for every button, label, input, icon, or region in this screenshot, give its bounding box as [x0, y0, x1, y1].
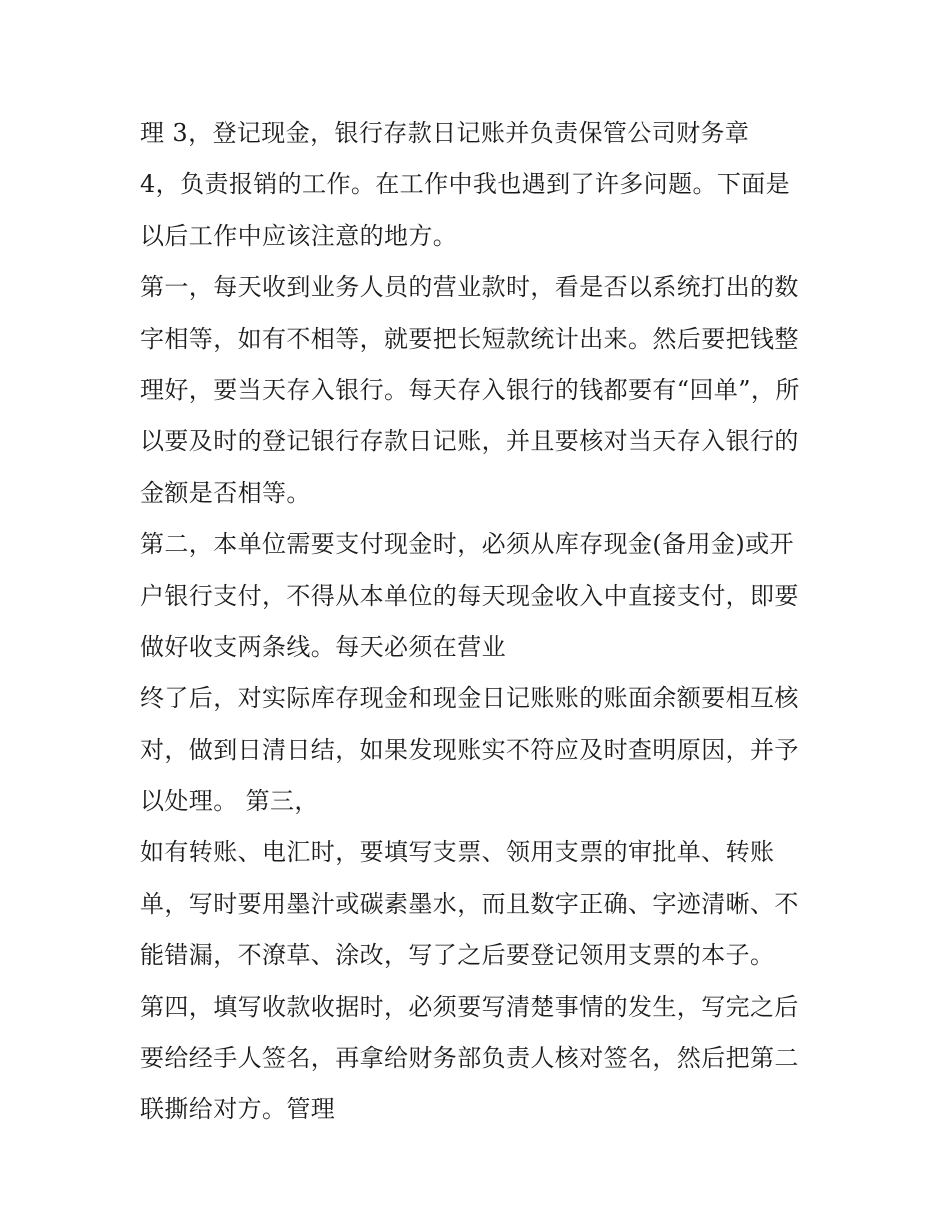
text-line: 4，负责报销的工作。在工作中我也遇到了许多问题。下面是 — [140, 170, 791, 199]
text-line: 以后工作中应该注意的地方。 — [140, 221, 458, 250]
text-line: 对，做到日清日结，如果发现账实不符应及时查明原因，并予 — [140, 735, 799, 764]
body-text — [140, 108, 830, 1136]
text-line: 以要及时的登记银行存款日记账，并且要核对当天存入银行的 — [140, 427, 799, 456]
text-line: 第二，本单位需要支付现金时，必须从库存现金(备用金)或开 — [140, 530, 794, 559]
text-line: 以处理。 第三， — [140, 787, 319, 816]
text-line: 做好收支两条线。每天必须在营业 — [140, 632, 506, 661]
text-line: 终了后，对实际库存现金和现金日记账账的账面余额要相互核 — [140, 684, 799, 713]
text-line: 户银行支付，不得从本单位的每天现金收入中直接支付，即要 — [140, 581, 799, 610]
text-line: 第一，每天收到业务人员的营业款时，看是否以系统打出的数 — [140, 273, 799, 302]
text-line: 理 3，登记现金，银行存款日记账并负责保管公司财务章 — [140, 119, 750, 147]
text-line: 字相等，如有不相等，就要把长短款统计出来。然后要把钱整 — [140, 324, 799, 353]
text-line: 第四，填写收款收据时，必须要写清楚事情的发生，写完之后 — [140, 992, 799, 1021]
text-line: 单，写时要用墨汁或碳素墨水，而且数字正确、字迹清晰、不 — [140, 889, 799, 918]
text-line: 要给经手人签名，再拿给财务部负责人核对签名，然后把第二 — [140, 1044, 799, 1073]
text-line: 能错漏，不潦草、涂改，写了之后要登记领用支票的本子。 — [140, 941, 775, 970]
text-line: 金额是否相等。 — [140, 478, 311, 507]
text-line: 理好，要当天存入银行。每天存入银行的钱都要有“回单”，所 — [140, 375, 800, 404]
text-line: 联撕给对方。管理 — [140, 1095, 336, 1124]
text-line: 如有转账、电汇时，要填写支票、领用支票的审批单、转账 — [140, 838, 775, 867]
